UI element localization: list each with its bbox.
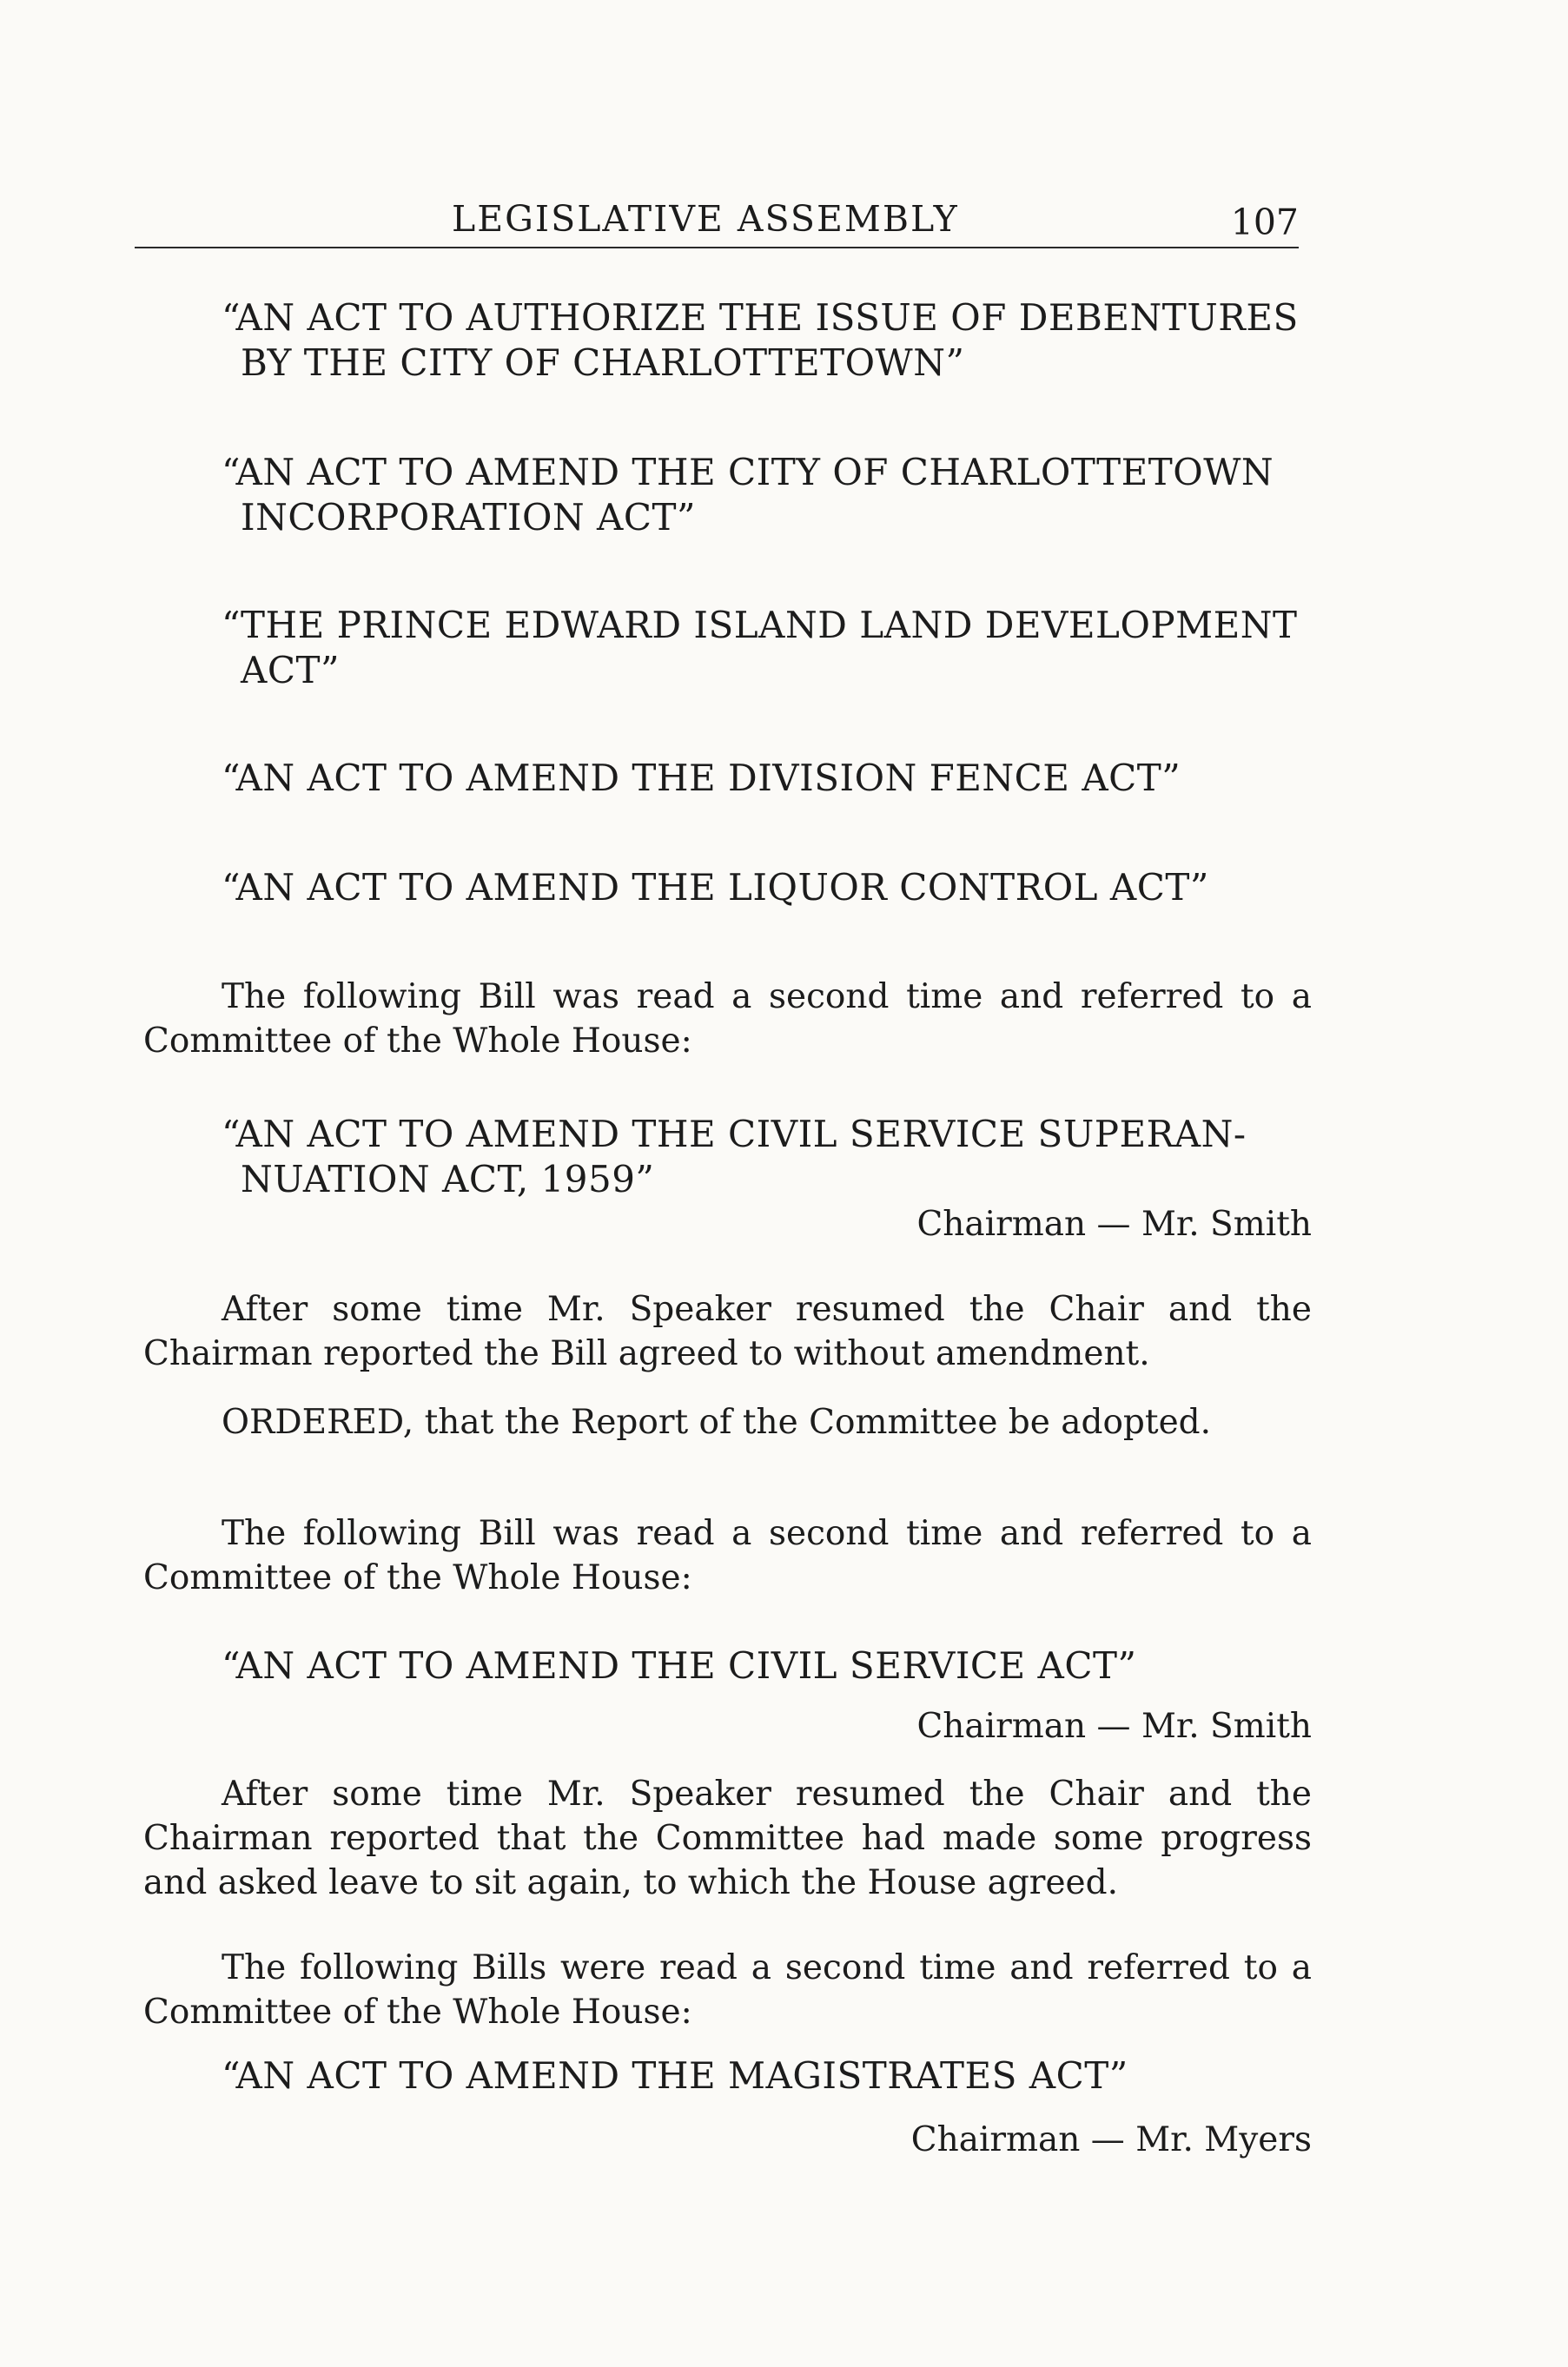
paragraph-referred: The following Bill was read a second time and referred to a Committee of the Whole House:: [143, 1514, 1312, 1597]
title-line: “AN ACT TO AMEND THE CIVIL SERVICE SUPERAN-: [222, 1113, 1247, 1155]
title-line: NUATION ACT, 1959”: [241, 1158, 655, 1200]
title-line: “AN ACT TO AMEND THE CITY OF CHARLOTTETOWN: [222, 451, 1274, 493]
chairman-line: Chairman — Mr. Smith: [916, 1205, 1312, 1244]
title-line: BY THE CITY OF CHARLOTTETOWN”: [241, 341, 965, 384]
act-title-debentures: [222, 295, 1299, 386]
paragraph-referred: The following Bill was read a second time and referred to a Committee of the Whole House:: [143, 977, 1312, 1061]
act-title-superannuation: [222, 1112, 1299, 1202]
act-title-incorporation: [222, 450, 1299, 540]
act-title-division-fence: “AN ACT TO AMEND THE DIVISION FENCE ACT”: [222, 757, 1181, 799]
paragraph-ordered: ORDERED, that the Report of the Committee be adopted.: [222, 1403, 1212, 1442]
running-title: LEGISLATIVE ASSEMBLY: [452, 198, 959, 240]
page-number: 107: [1230, 202, 1299, 243]
title-line: ACT”: [241, 649, 340, 691]
paragraph-referred: The following Bills were read a second time and referred to a Committee of the Whole House:: [143, 1948, 1312, 2032]
chairman-line: Chairman — Mr. Smith: [916, 1707, 1312, 1746]
chairman-line: Chairman — Mr. Myers: [910, 2120, 1312, 2159]
act-title-land-development: [222, 603, 1299, 693]
running-head: [135, 198, 1299, 248]
paragraph-resumed: After some time Mr. Speaker resumed the Chair and the Chairman reported the Bill agreed to without amendment.: [143, 1290, 1312, 1373]
act-title-liquor-control: “AN ACT TO AMEND THE LIQUOR CONTROL ACT”: [222, 866, 1209, 909]
title-line: “AN ACT TO AUTHORIZE THE ISSUE OF DEBENTURES: [222, 296, 1299, 339]
title-line: INCORPORATION ACT”: [241, 496, 696, 539]
title-line: “THE PRINCE EDWARD ISLAND LAND DEVELOPMENT: [222, 604, 1298, 646]
act-title-civil-service: “AN ACT TO AMEND THE CIVIL SERVICE ACT”: [222, 1644, 1137, 1687]
paragraph-resumed: After some time Mr. Speaker resumed the Chair and the Chairman reported that the Committee had made some progress and asked leave to sit again, to which the House agreed.: [143, 1775, 1312, 1902]
act-title-magistrates: “AN ACT TO AMEND THE MAGISTRATES ACT”: [222, 2054, 1128, 2097]
